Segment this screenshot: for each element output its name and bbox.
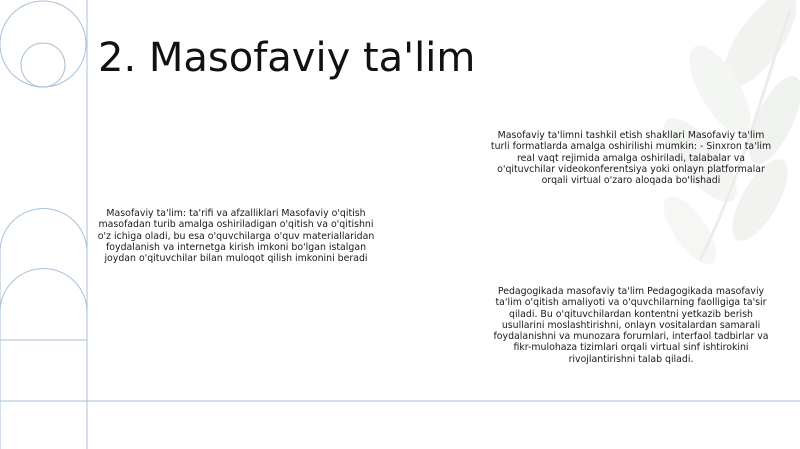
- outline-arch-upper: [0, 208, 87, 252]
- slide-title: 2. Masofaviy ta'lim: [98, 34, 476, 81]
- outline-arch-lower: [0, 269, 87, 313]
- pedagogy-text-block: Pedagogikada masofaviy ta'lim Pedagogikada masofaviy ta'lim o'qitish amaliyoti va o'quvchilarning faolligiga ta'sir qiladi. Bu o'qituvchilardan kontentni yetkazib berish usullarini moslashtirishni, onlayn vositalardan samarali foydalanishni va munozara forumlari, interfaol tadbirlar va fikr-mulohaza tizimlari orqali virtual sinf ishtirokini rivojlantirishni talab qiladi.: [493, 286, 769, 365]
- outline-circle-small: [21, 43, 65, 87]
- formats-text-block: Masofaviy ta'limni tashkil etish shakllari Masofaviy ta'lim turli formatlarda amalga oshirilishi mumkin: - Sinxron ta'lim real vaqt rejimida amalga oshiriladi, talabalar va o'qituvchilar videokonferentsiya yoki onlayn platformalar orqali virtual o'zaro aloqada bo'lishadi: [490, 130, 772, 187]
- definition-text-block: Masofaviy ta'lim: ta'rifi va afzalliklari Masofaviy o'qitish masofadan turib amalga oshiriladigan o'qitish va o'qitishni o'z ichiga oladi, bu esa o'quvchilarga o'quv materiallaridan foydalanish va internetga kirish imkoni bo'lgan istalgan joydan o'qituvchilar bilan muloqot qilish imkonini beradi: [97, 208, 375, 265]
- outline-circle-large: [0, 1, 86, 87]
